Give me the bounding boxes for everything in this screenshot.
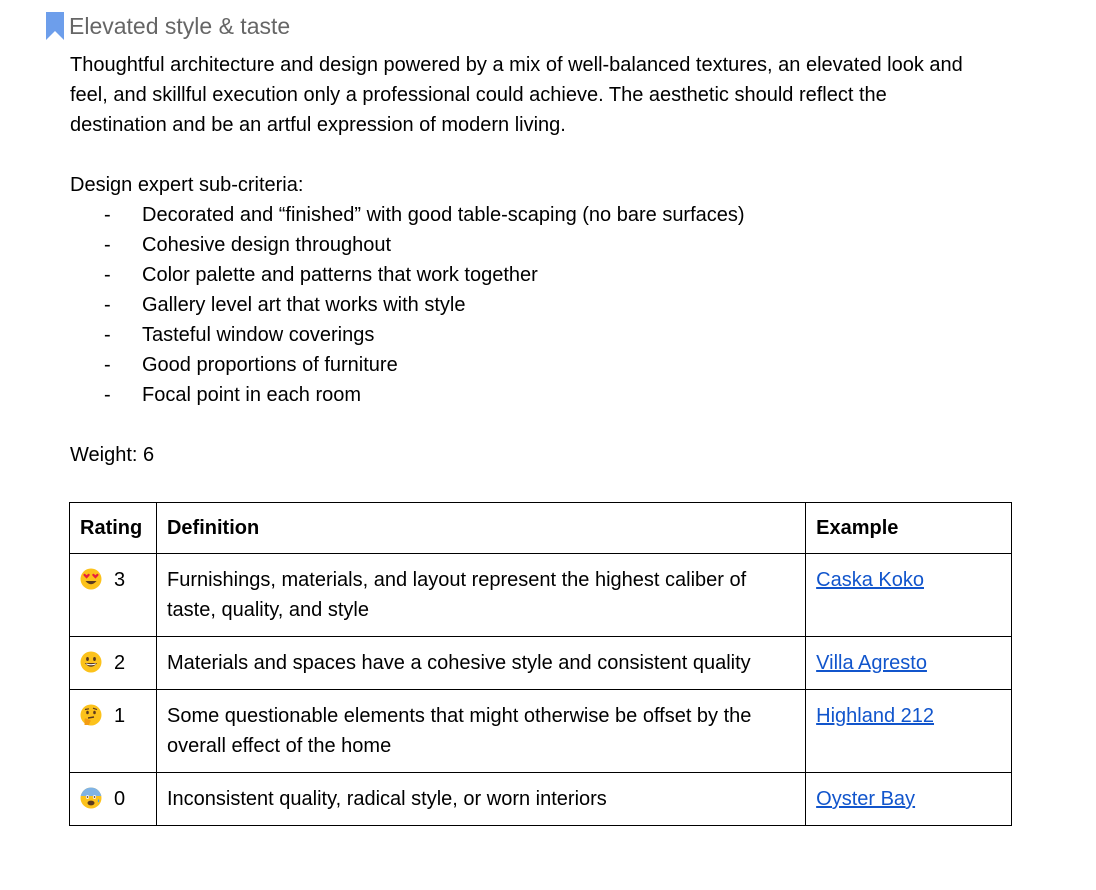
example-link[interactable]: Highland 212: [816, 705, 935, 727]
definition-cell: Some questionable elements that might otherwise be offset by the overall effect of the home: [156, 690, 805, 773]
weight-label: Weight: 6: [70, 444, 155, 466]
rating-value: 3: [114, 569, 126, 591]
rating-value: 0: [114, 788, 126, 810]
list-item: - Cohesive design throughout: [104, 234, 392, 256]
subcriteria-list: [70, 200, 1030, 410]
list-item: - Tasteful window coverings: [104, 324, 375, 346]
table-row: [70, 554, 1012, 637]
rating-cell: [70, 690, 157, 773]
list-item: - Color palette and patterns that work together: [104, 264, 538, 286]
example-link[interactable]: Villa Agresto: [816, 652, 927, 674]
header-rating: Rating: [70, 503, 157, 554]
section-body: [70, 50, 1030, 470]
thinking-face-icon: [80, 704, 102, 726]
example-cell: [806, 637, 1012, 690]
header-example: Example: [806, 503, 1012, 554]
table-header-row: [70, 503, 1012, 554]
table-row: [70, 690, 1012, 773]
section-heading: [46, 10, 290, 42]
definition-cell: Furnishings, materials, and layout represent the highest caliber of taste, quality, and style: [156, 554, 805, 637]
subcriteria-title: Design expert sub-criteria:: [70, 174, 304, 196]
bookmark-icon[interactable]: [46, 12, 64, 40]
rating-cell: [70, 637, 157, 690]
heart-eyes-face-icon: [80, 568, 102, 590]
header-definition: Definition: [156, 503, 805, 554]
list-item: - Decorated and “finished” with good table-scaping (no bare surfaces): [104, 204, 745, 226]
description-paragraph: Thoughtful architecture and design powered by a mix of well-balanced textures, an elevated look and feel, and skillful execution only a professional could achieve. The aesthetic should reflect the destination and be an artful expression of modern living.: [70, 54, 963, 136]
example-link[interactable]: Oyster Bay: [816, 788, 916, 810]
list-item: - Gallery level art that works with style: [104, 294, 466, 316]
rating-value: 1: [114, 705, 126, 727]
rating-table: [69, 502, 1012, 826]
example-cell: [806, 773, 1012, 826]
example-cell: [806, 554, 1012, 637]
example-link[interactable]: Caska Koko: [816, 569, 924, 591]
list-item: - Focal point in each room: [104, 384, 362, 406]
rating-cell: [70, 773, 157, 826]
example-cell: [806, 690, 1012, 773]
fearful-face-icon: [80, 787, 102, 809]
table-row: [70, 637, 1012, 690]
definition-cell: Inconsistent quality, radical style, or worn interiors: [156, 773, 805, 826]
section-title: Elevated style & taste: [69, 13, 291, 39]
list-item: - Good proportions of furniture: [104, 354, 398, 376]
grinning-face-icon: [80, 651, 102, 673]
rating-cell: [70, 554, 157, 637]
definition-cell: Materials and spaces have a cohesive style and consistent quality: [156, 637, 805, 690]
rating-value: 2: [114, 652, 126, 674]
table-row: [70, 773, 1012, 826]
